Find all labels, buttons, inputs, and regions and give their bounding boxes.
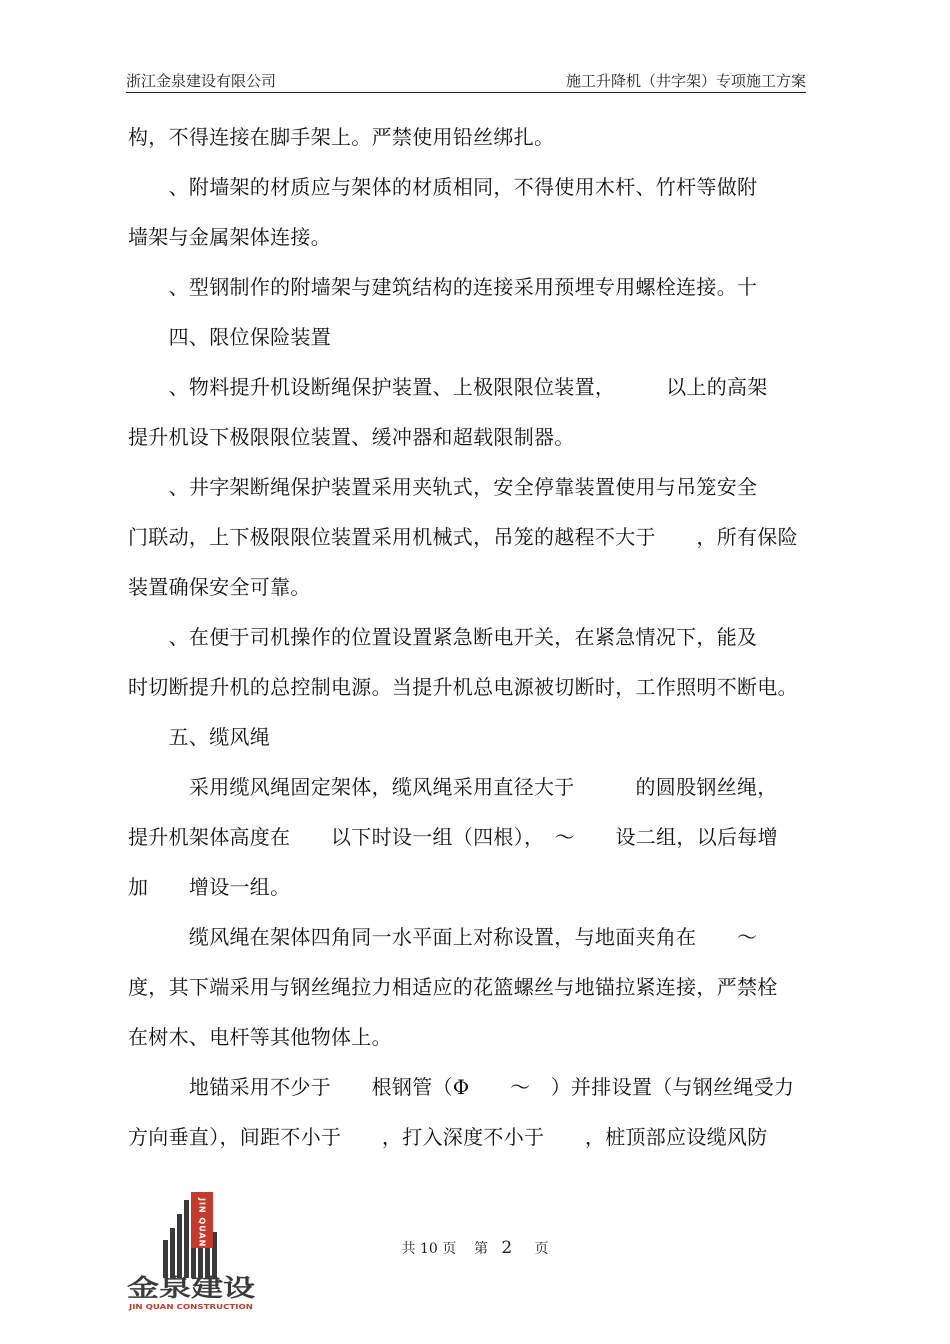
body-line: 、型钢制作的附墙架与建筑结构的连接采用预埋专用螺栓连接。十: [128, 275, 758, 299]
body-line: 加 增设一组。: [128, 875, 291, 899]
footer-page-prefix: 第: [474, 1241, 489, 1257]
logo-brand-cn: 金泉建设: [127, 1274, 255, 1302]
footer-total-pages: 共 10 页: [401, 1241, 457, 1257]
body-line: 构，不得连接在脚手架上。严禁使用铅丝绑扎。: [128, 125, 555, 149]
body-line: 门联动，上下极限限位装置采用机械式，吊笼的越程不大于 ，所有保险: [128, 525, 798, 549]
body-line: 、附墙架的材质应与架体的材质相同，不得使用木杆、竹杆等做附: [128, 175, 758, 199]
logo-brand-en: JIN QUAN CONSTRUCTION: [127, 1303, 254, 1311]
body-line: 提升机设下极限限位装置、缓冲器和超载限制器。: [128, 425, 575, 449]
footer-page-number: 2: [501, 1238, 513, 1258]
header-company: 浙江金泉建设有限公司: [126, 72, 277, 90]
body-line: 五、缆风绳: [128, 725, 271, 749]
body-line: 、物料提升机设断绳保护装置、上极限限位装置， 以上的高架: [128, 375, 768, 399]
body-line: 、在便于司机操作的位置设置紧急断电开关，在紧急情况下，能及: [128, 625, 758, 649]
footer-page-suffix: 页: [534, 1241, 549, 1257]
body-line: 方向垂直），间距不小于 ，打入深度不小于 ，桩顶部应设缆风防: [128, 1125, 768, 1149]
document-body: [128, 112, 840, 1162]
body-line: 缆风绳在架体四角同一水平面上对称设置，与地面夹角在 ～: [128, 925, 758, 949]
body-line: 度，其下端采用与钢丝绳拉力相适应的花篮螺丝与地锚拉紧连接，严禁栓: [128, 975, 778, 999]
company-logo: [125, 1190, 260, 1312]
body-line: 提升机架体高度在 以下时设一组（四根）， ～ 设二组，以后每增: [128, 825, 778, 849]
body-line: 四、限位保险装置: [128, 325, 331, 349]
body-line: 墙架与金属架体连接。: [128, 225, 331, 249]
body-line: 时切断提升机的总控制电源。当提升机总电源被切断时，工作照明不断电。: [128, 675, 798, 699]
body-line: 采用缆风绳固定架体，缆风绳采用直径大于 的圆股钢丝绳，: [128, 775, 778, 799]
body-line: 地锚采用不少于 根钢管（Φ ～ ）并排设置（与钢丝绳受力: [128, 1075, 795, 1099]
body-line: 在树木、电杆等其他物体上。: [128, 1025, 392, 1049]
page-header: [126, 66, 806, 93]
body-line: 装置确保安全可靠。: [128, 575, 311, 599]
header-doc-title: 施工升降机（井字架）专项施工方案: [565, 72, 806, 90]
logo-vertical-text: JIN QUAN: [197, 1198, 207, 1248]
body-line: 、井字架断绳保护装置采用夹轨式，安全停靠装置使用与吊笼安全: [128, 475, 758, 499]
